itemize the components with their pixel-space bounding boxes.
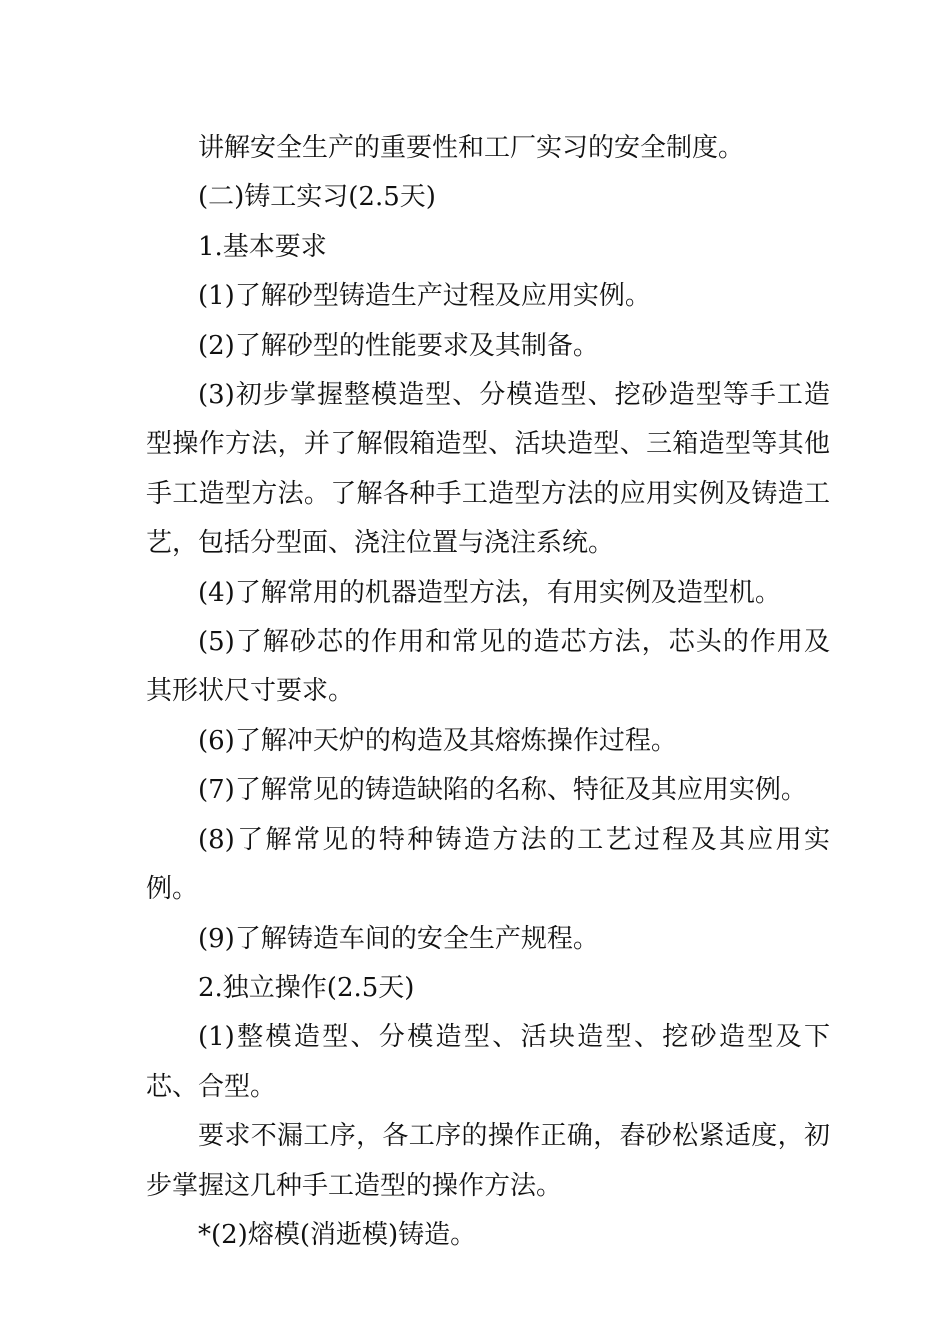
list-item: (3)初步掌握整模造型、分模造型、挖砂造型等手工造型操作方法，并了解假箱造型、活块造型、三箱造型等其他手工造型方法。了解各种手工造型方法的应用实例及铸造工艺，包括分型面、浇注位置与浇注系统。 — [146, 380, 830, 559]
list-item: (5)了解砂芯的作用和常见的造芯方法，芯头的作用及其形状尺寸要求。 — [146, 627, 830, 707]
list-item: (8)了解常见的特种铸造方法的工艺过程及其应用实例。 — [146, 824, 830, 905]
subheading-independent-operation: 2.独立操作(2.5天) — [198, 972, 415, 1003]
section-heading-casting: (二)铸工实习(2.5天) — [198, 182, 436, 213]
subheading-basic-requirements: 1.基本要求 — [198, 231, 327, 262]
paragraph-requirement: 要求不漏工序，各工序的操作正确，舂砂松紧适度，初步掌握这几种手工造型的操作方法。 — [146, 1121, 830, 1201]
list-item: (1)整模造型、分模造型、活块造型、挖砂造型及下芯、合型。 — [146, 1022, 830, 1102]
list-item: (2)了解砂型的性能要求及其制备。 — [198, 330, 599, 361]
list-item: (1)了解砂型铸造生产过程及应用实例。 — [198, 281, 651, 312]
list-item: (7)了解常见的铸造缺陷的名称、特征及其应用实例。 — [198, 775, 807, 806]
list-item: (9)了解铸造车间的安全生产规程。 — [198, 923, 599, 954]
paragraph-safety-intro: 讲解安全生产的重要性和工厂实习的安全制度。 — [198, 133, 745, 163]
list-item: (6)了解冲天炉的构造及其熔炼操作过程。 — [198, 725, 677, 756]
document-body — [146, 124, 830, 1260]
list-item: (4)了解常用的机器造型方法，有用实例及造型机。 — [198, 577, 781, 608]
list-item: *(2)熔模(消逝模)铸造。 — [198, 1219, 477, 1250]
